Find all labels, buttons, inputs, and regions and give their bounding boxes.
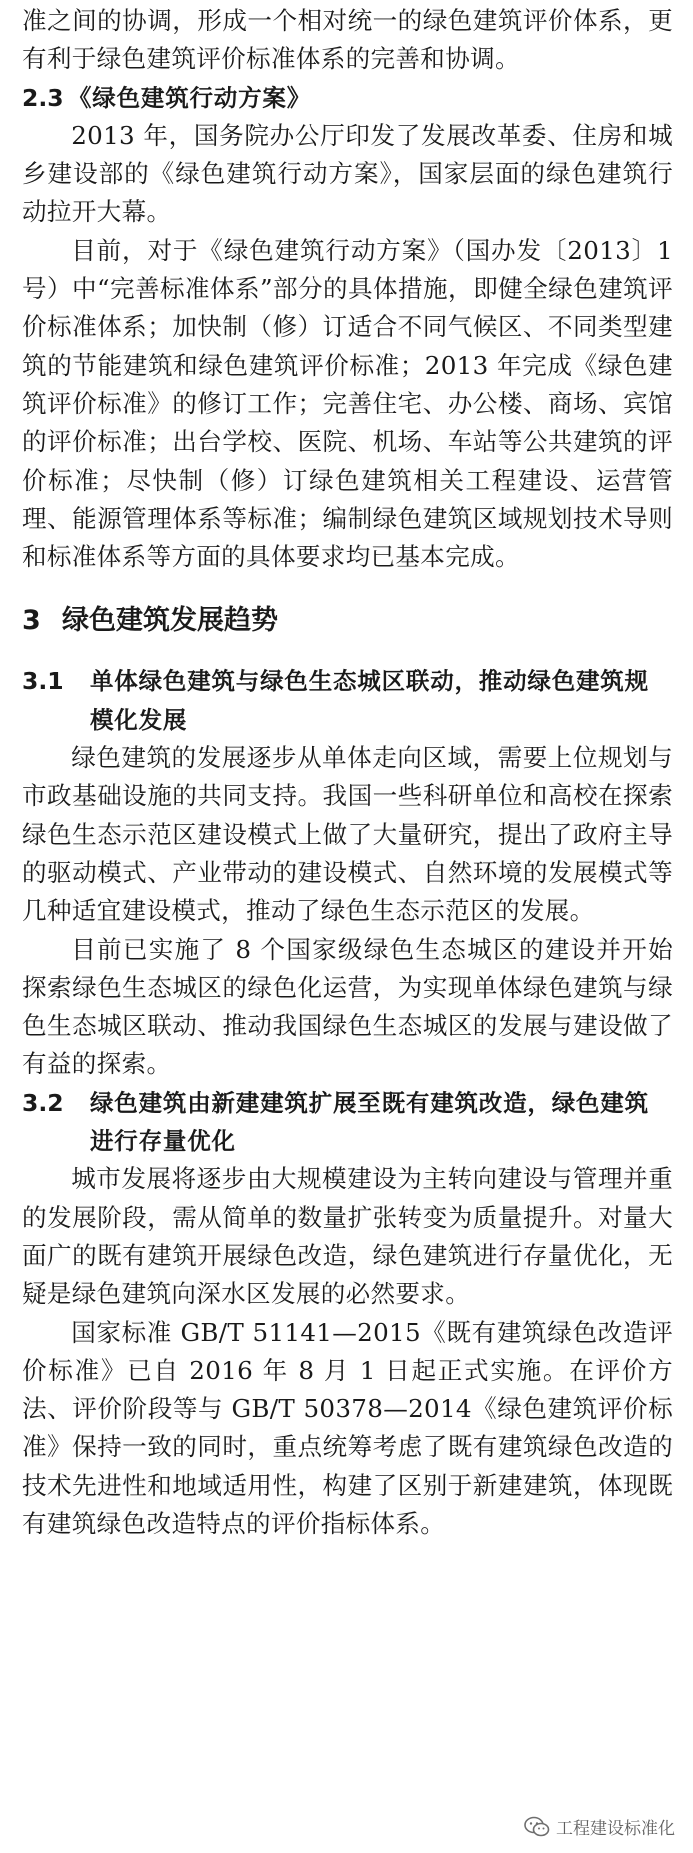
paragraph-3-1-a: 绿色建筑的发展逐步从单体走向区域，需要上位规划与市政基础设施的共同支持。我国一些科研单位和高校在探索绿色生态示范区建设模式上做了大量研究，提出了政府主导的驱动模式、产业带动的建设模式、自然环境的发展模式等几种适宜建设模式，推动了绿色生态示范区的发展。 bbox=[22, 743, 673, 926]
section-3-number: 3 bbox=[22, 605, 41, 637]
section-3-1-number: 3.1 bbox=[22, 667, 64, 696]
section-3-2-number: 3.2 bbox=[22, 1088, 64, 1117]
source-watermark bbox=[524, 1814, 675, 1839]
section-3-title: 绿色建筑发展趋势 bbox=[62, 605, 278, 637]
section-3-heading bbox=[22, 602, 673, 640]
section-3-2-heading bbox=[22, 1084, 673, 1161]
section-3-1-heading bbox=[22, 662, 673, 739]
watermark-label: 工程建设标准化 bbox=[556, 1819, 675, 1839]
article-page bbox=[22, 2, 673, 1543]
intro-paragraph: 准之间的协调，形成一个相对统一的绿色建筑评价体系，更有利于绿色建筑评价标准体系的完善和协调。 bbox=[22, 6, 673, 74]
section-2-3-title: 《绿色建筑行动方案》 bbox=[68, 83, 311, 112]
paragraph-current-measures: 目前，对于《绿色建筑行动方案》（国办发〔2013〕1 号）中“完善标准体系”部分的具体措施，即健全绿色建筑评价标准体系；加快制（修）订适合不同气候区、不同类型建筑的节能建筑和绿色建筑评价标准；2013 年完成《绿色建筑评价标准》的修订工作；完善住宅、办公楼、商场、宾馆的评价标准；出台学校、医院、机场、车站等公共建筑的评价标准；尽快制（修）订绿色建筑相关工程建设、运营管理、能源管理体系等标准；编制绿色建筑区域规划技术导则和标准体系等方面的具体要求均已基本完成。 bbox=[22, 235, 673, 572]
paragraph-3-2-a: 城市发展将逐步由大规模建设为主转向建设与管理并重的发展阶段，需从简单的数量扩张转变为质量提升。对量大面广的既有建筑开展绿色改造，绿色建筑进行存量优化，无疑是绿色建筑向深水区发展的必然要求。 bbox=[22, 1164, 673, 1309]
section-2-3-number: 2.3 bbox=[22, 83, 64, 112]
paragraph-3-1-b: 目前已实施了 8 个国家级绿色生态城区的建设并开始探索绿色生态城区的绿色化运营，为实现单体绿色建筑与绿色生态城区联动、推动我国绿色生态城区的发展与建设做了有益的探索。 bbox=[22, 934, 673, 1079]
wechat-icon bbox=[524, 1816, 550, 1838]
paragraph-2013: 2013 年，国务院办公厅印发了发展改革委、住房和城乡建设部的《绿色建筑行动方案》，国家层面的绿色建筑行动拉开大幕。 bbox=[22, 120, 673, 227]
section-2-3-heading bbox=[22, 79, 673, 117]
section-3-2-title: 绿色建筑由新建建筑扩展至既有建筑改造，绿色建筑进行存量优化 bbox=[90, 1088, 649, 1156]
paragraph-3-2-b: 国家标准 GB/T 51141—2015《既有建筑绿色改造评价标准》已自 2016 年 8 月 1 日起正式实施。在评价方法、评价阶段等与 GB/T 50378—2014《绿色建筑评价标准》保持一致的同时，重点统筹考虑了既有建筑绿色改造的技术先进性和地域适用性，构建了区别于新建建筑，体现既有建筑绿色改造特点的评价指标体系。 bbox=[22, 1317, 673, 1538]
section-3-1-title: 单体绿色建筑与绿色生态城区联动，推动绿色建筑规模化发展 bbox=[90, 667, 649, 734]
